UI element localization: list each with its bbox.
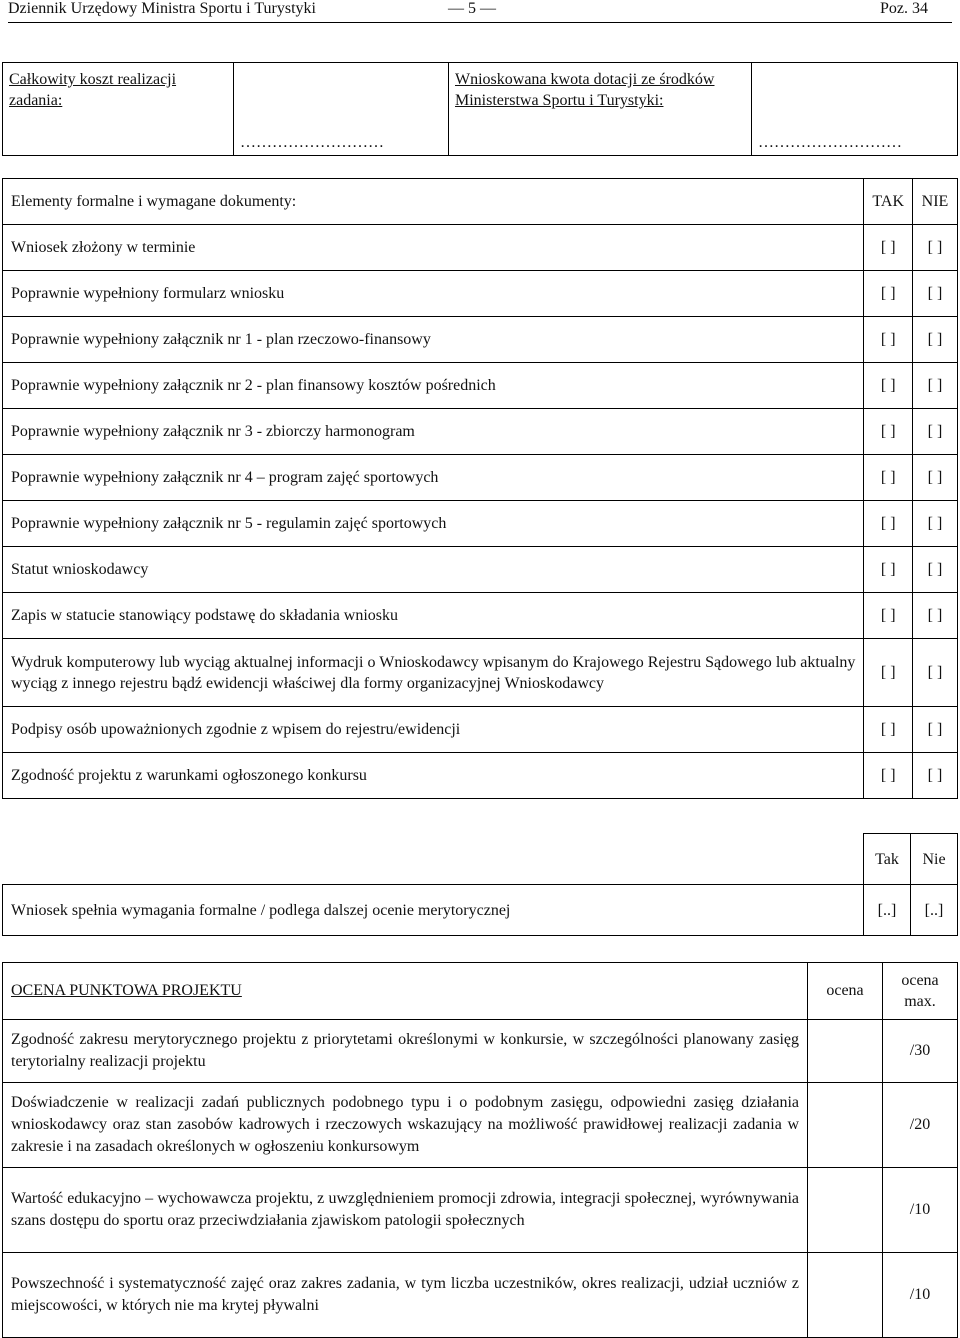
formal-row: [3, 455, 958, 501]
decision-table: [2, 833, 958, 936]
yes-checkbox[interactable]: [ ]: [864, 409, 913, 455]
max-score: /10: [883, 1253, 958, 1338]
yes-checkbox[interactable]: [ ]: [864, 639, 913, 707]
formal-row: [3, 593, 958, 639]
formal-row: [3, 501, 958, 547]
yes-checkbox[interactable]: [ ]: [864, 707, 913, 753]
formal-row-label: Poprawnie wypełniony formularz wniosku: [3, 271, 864, 317]
decision-yes-header: Tak: [864, 834, 911, 885]
scoring-row: [3, 1020, 958, 1083]
scoring-row: [3, 1168, 958, 1253]
formal-row: [3, 271, 958, 317]
no-checkbox[interactable]: [ ]: [913, 753, 958, 799]
max-score: /30: [883, 1020, 958, 1083]
formal-row: [3, 409, 958, 455]
journal-title: Dziennik Urzędowy Ministra Sportu i Turystyki: [8, 0, 316, 17]
yes-checkbox[interactable]: [ ]: [864, 455, 913, 501]
formal-row: [3, 363, 958, 409]
score-input[interactable]: [808, 1168, 883, 1253]
requested-amount-label: Wnioskowana kwota dotacji ze środków Ministerstwa Sportu i Turystyki:: [449, 63, 752, 156]
max-score: /10: [883, 1168, 958, 1253]
score-input[interactable]: [808, 1253, 883, 1338]
formal-row-label: Poprawnie wypełniony załącznik nr 3 - zbiorczy harmonogram: [3, 409, 864, 455]
max-score: /20: [883, 1083, 958, 1168]
yes-checkbox[interactable]: [ ]: [864, 501, 913, 547]
decision-no-header: Nie: [911, 834, 958, 885]
no-checkbox[interactable]: [ ]: [913, 639, 958, 707]
total-cost-label: Całkowity koszt realizacji zadania:: [3, 63, 234, 156]
position-number: Poz. 34: [880, 0, 928, 17]
no-checkbox[interactable]: [ ]: [913, 363, 958, 409]
criterion-text: Zgodność zakresu merytorycznego projektu z priorytetami określonymi w konkursie, w szczególności planowany zasięg terytorialny realizacji projektu: [3, 1020, 808, 1083]
yes-checkbox[interactable]: [ ]: [864, 363, 913, 409]
yes-checkbox[interactable]: [ ]: [864, 593, 913, 639]
scoring-table: [2, 962, 958, 1338]
formal-header-row: [3, 179, 958, 225]
page-number: — 5 —: [448, 0, 496, 17]
formal-row: [3, 707, 958, 753]
scoring-header-row: [3, 963, 958, 1020]
no-checkbox[interactable]: [ ]: [913, 455, 958, 501]
formal-row: [3, 753, 958, 799]
no-checkbox[interactable]: [ ]: [913, 501, 958, 547]
formal-row-label: Zapis w statucie stanowiący podstawę do składania wniosku: [3, 593, 864, 639]
score-input[interactable]: [808, 1083, 883, 1168]
decision-row: [3, 885, 958, 936]
no-checkbox[interactable]: [ ]: [913, 707, 958, 753]
total-cost-field[interactable]: ………………………: [234, 63, 449, 156]
no-checkbox[interactable]: [ ]: [913, 593, 958, 639]
decision-no-checkbox[interactable]: [..]: [911, 885, 958, 936]
no-checkbox[interactable]: [ ]: [913, 225, 958, 271]
requested-amount-field[interactable]: ………………………: [752, 63, 958, 156]
no-checkbox[interactable]: [ ]: [913, 317, 958, 363]
decision-label: Wniosek spełnia wymagania formalne / podlega dalszej ocenie merytorycznej: [3, 885, 864, 936]
scoring-row: [3, 1253, 958, 1338]
scoring-header: OCENA PUNKTOWA PROJEKTU: [3, 963, 808, 1020]
formal-row: [3, 639, 958, 707]
no-checkbox[interactable]: [ ]: [913, 271, 958, 317]
criterion-text: Wartość edukacyjno – wychowawcza projektu, z uwzględnieniem promocji zdrowia, integracji społecznej, wyrównywania szans dostępu do sportu oraz przeciwdziałania zjawiskom patologii społecznych: [3, 1168, 808, 1253]
no-checkbox[interactable]: [ ]: [913, 409, 958, 455]
formal-row-label: Wydruk komputerowy lub wyciąg aktualnej informacji o Wnioskodawcy wpisanym do Krajowego Rejestru Sądowego lub aktualny wyciąg z innego rejestru bądź ewidencji właściwej dla formy organizacyjnej Wnioskodawcy: [3, 639, 864, 707]
formal-requirements-table: [2, 178, 958, 799]
yes-checkbox[interactable]: [ ]: [864, 753, 913, 799]
scoring-row: [3, 1083, 958, 1168]
formal-row: [3, 317, 958, 363]
formal-row-label: Wniosek złożony w terminie: [3, 225, 864, 271]
yes-checkbox[interactable]: [ ]: [864, 225, 913, 271]
formal-row-label: Zgodność projektu z warunkami ogłoszonego konkursu: [3, 753, 864, 799]
yes-checkbox[interactable]: [ ]: [864, 271, 913, 317]
page-header: [8, 0, 952, 23]
col-score-header: ocena: [808, 963, 883, 1020]
yes-checkbox[interactable]: [ ]: [864, 547, 913, 593]
formal-row-label: Poprawnie wypełniony załącznik nr 5 - regulamin zajęć sportowych: [3, 501, 864, 547]
formal-row-label: Poprawnie wypełniony załącznik nr 4 – program zajęć sportowych: [3, 455, 864, 501]
score-input[interactable]: [808, 1020, 883, 1083]
yes-checkbox[interactable]: [ ]: [864, 317, 913, 363]
formal-row-label: Poprawnie wypełniony załącznik nr 2 - plan finansowy kosztów pośrednich: [3, 363, 864, 409]
decision-header-spacer: [3, 834, 864, 885]
criterion-text: Powszechność i systematyczność zajęć oraz zakres zadania, w tym liczba uczestników, okres realizacji, udział uczniów z miejscowości, w których nie ma krytej pływalni: [3, 1253, 808, 1338]
formal-row: [3, 225, 958, 271]
cost-table: [2, 62, 958, 156]
criterion-text: Doświadczenie w realizacji zadań publicznych podobnego typu i o podobnym zasięgu, odpowiedni zasięg działania wnioskodawcy oraz stan zasobów kadrowych i rzeczowych wskazujący na możliwość prawidłowej realizacji zadania w zakresie i na zasadach określonych w ogłoszeniu konkursowym: [3, 1083, 808, 1168]
decision-header-row: [3, 834, 958, 885]
col-max-header: ocena max.: [883, 963, 958, 1020]
col-yes-header: TAK: [864, 179, 913, 225]
col-no-header: NIE: [913, 179, 958, 225]
formal-row: [3, 547, 958, 593]
formal-row-label: Statut wnioskodawcy: [3, 547, 864, 593]
formal-row-label: Podpisy osób upoważnionych zgodnie z wpisem do rejestru/ewidencji: [3, 707, 864, 753]
no-checkbox[interactable]: [ ]: [913, 547, 958, 593]
decision-yes-checkbox[interactable]: [..]: [864, 885, 911, 936]
formal-row-label: Poprawnie wypełniony załącznik nr 1 - plan rzeczowo-finansowy: [3, 317, 864, 363]
formal-header: Elementy formalne i wymagane dokumenty:: [3, 179, 864, 225]
